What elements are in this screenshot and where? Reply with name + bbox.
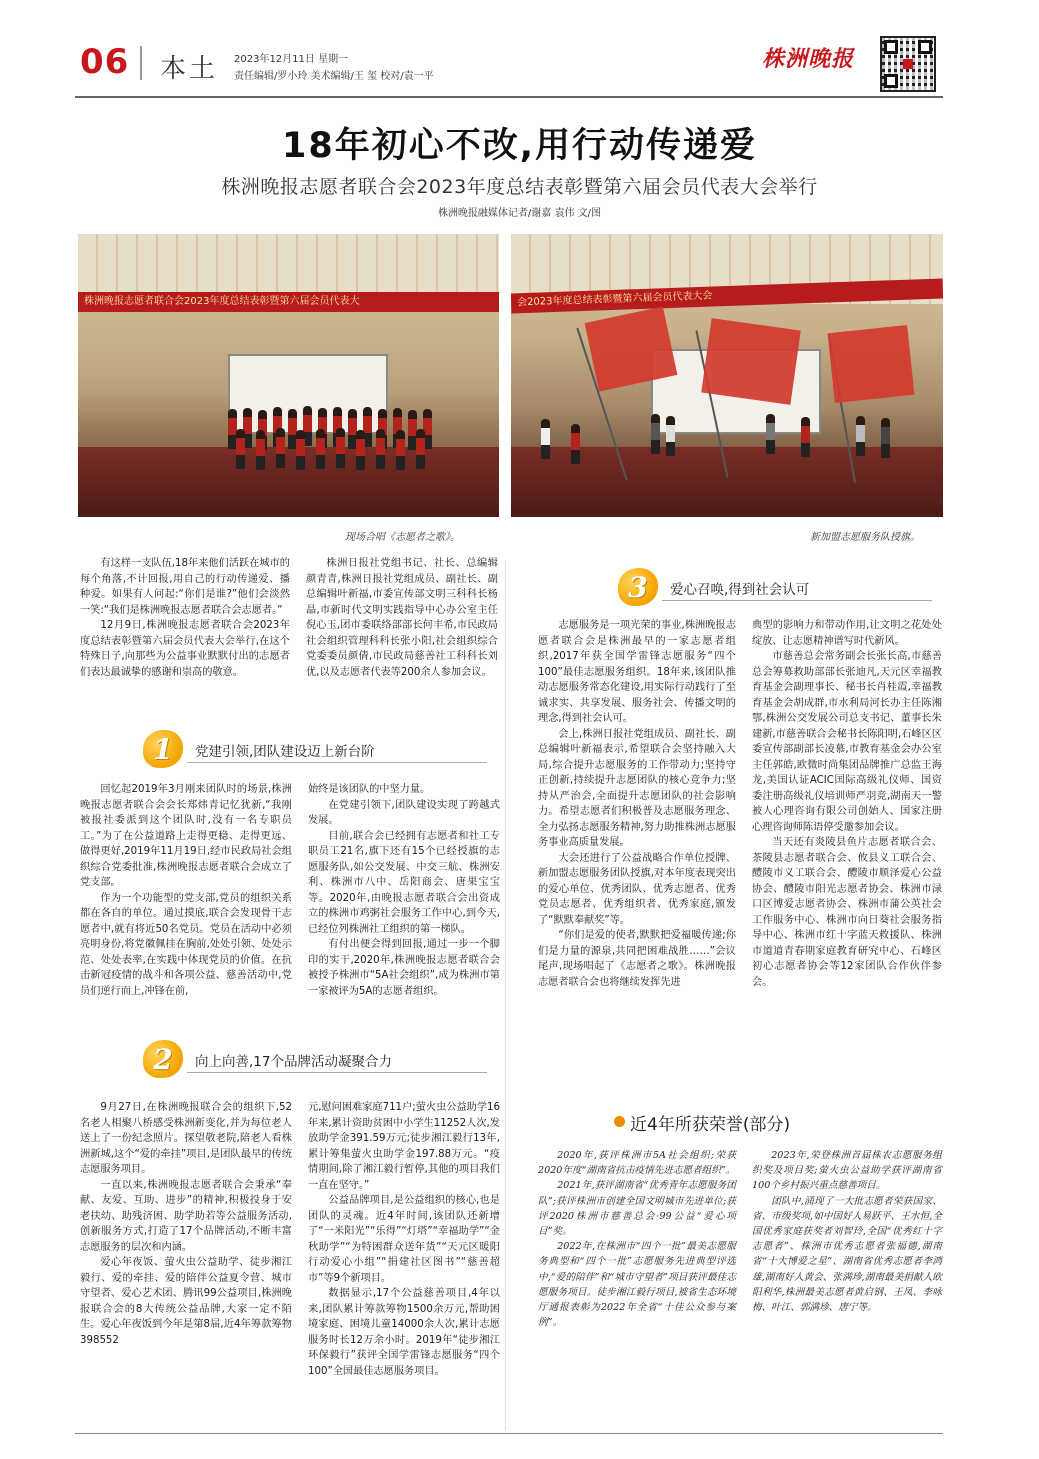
paragraph: 志愿服务是一项光荣的事业,株洲晚报志愿者联合会是株洲最早的一家志愿者组织,2017年获全国学雷锋志愿服务“四个100”最佳志愿服务组织。18年来,该团队推动志愿服务常态化建设,用实际行动践行了至诚求实、共享发展、服务社会、传播文明的理念,得到社会认可。 [538, 620, 736, 724]
section-name: 本土 [160, 54, 219, 84]
paragraph: 2020年,获评株洲市5A社会组织;荣获2020年度“湖南省抗击疫情先进志愿者组织”。 [538, 1150, 736, 1177]
section-title: 党建引领,团队建设迈上新台阶 [195, 744, 375, 760]
photo-banner: 株洲晚报志愿者联合会2023年度总结表彰暨第六届会员代表大 [78, 292, 499, 312]
paragraph: 2022年,在株洲市“四个一批”最美志愿服务典型和“四个一批”志愿服务先进典型评选中,“爱的陪伴”和“城市守望者”项目获评最佳志愿服务项目。徒步湘江毅行项目,被省生态环境厅通报表彰为2022年全省“十佳公众参与案例”。 [538, 1241, 736, 1329]
paragraph: 2021年,获评湖南省“优秀青年志愿服务团队”;获评株洲市创建全国文明城市先进单位;获评2020株洲市慈善总会·99公益“爱心项目”奖。 [538, 1180, 736, 1238]
paragraph: 有这样一支队伍,18年来他们活跃在城市的每个角落,不计回报,用自己的行动传递爱、播种爱。如果有人问起:“你们是谁?”他们会淡然一笑:“我们是株洲晚报志愿者联合会志愿者。” [80, 558, 290, 616]
section-number-badge: 1 [143, 730, 183, 768]
paragraph: 12月9日,株洲晚报志愿者联合会2023年度总结表彰暨第六届会员代表大会举行,在这个特殊日子,向那些为公益事业默默付出的志愿者们表达最诚挚的感谢和崇高的敬意。 [80, 620, 290, 678]
section-3-column-2 [752, 618, 942, 990]
honors-column-1 [538, 1148, 736, 1330]
section-2-column-2 [308, 1100, 500, 1379]
paragraph: 公益品牌项目,是公益组织的核心,也是团队的灵魂。近4年时间,该团队还新增了“一米阳光”“乐得”“灯塔”“幸福助学”“金秋助学”“为特困群众送年货”“天元区暖阳行动爱心小组”“捐建社区图书”“慈善超市”等9个新项目。 [308, 1195, 500, 1284]
newspaper-logo: 株洲晚报 [762, 46, 855, 72]
paragraph: 9月27日,在株洲晚报联合会的组织下,52名老人相聚八桥感受株洲新变化,并为每位老人送上了一份纪念照片。探望敬老院,陪老人看株洲新城,这个“爱的牵挂”项目,是团队最早的传统志愿服务项目。 [80, 1102, 292, 1175]
paragraph: 团队中,涌现了一大批志愿者荣获国家、省、市级奖项,如中国好人易跃平、王水恒,全国优秀家庭获奖者刘智玲,全国“优秀红十字志愿者”、株洲市优秀志愿者张福德,湖南省“十大博爱之星”、湖南省优秀志愿者李鸿雄,湖南好人黄会、张满珍,湖南最美捐献人欧阳利华,株洲最美志愿者黄启钢、王凤、李咏梅、叶江、郭满珍、唐宁等。 [752, 1195, 942, 1314]
header-rule [75, 96, 943, 98]
paragraph: 典型的影响力和带动作用,让文明之花处处绽放、让志愿精神谱写时代新风。 [752, 620, 942, 647]
section-1-column-2 [308, 782, 500, 999]
article-title: 18年初心不改,用行动传递爱 [281, 126, 757, 166]
footer-rule [75, 1433, 943, 1434]
paragraph: 当天还有炎陵县鱼片志愿者联合会、茶陵县志愿者联合会、攸县义工联合会、醴陵市义工联合会、醴陵市顺泽爱心公益协会、醴陵市阳光志愿者协会、株洲市渌口区博爱志愿者协会、株洲市蒲公英社会工作服务中心、株洲市向日葵社会服务指导中心、株洲市红十字蓝天救援队、株洲市道道青春期家庭教育研究中心、石峰区初心志愿者协会等12家团队合作伙伴参会。 [752, 837, 942, 988]
bullet-dot-icon [614, 1116, 625, 1127]
column-divider [505, 560, 506, 1430]
intro-column-2 [306, 556, 498, 680]
article-subtitle: 株洲晚报志愿者联合会2023年度总结表彰暨第六届会员代表大会举行 [221, 176, 818, 198]
section-title: 向上向善,17个品牌活动凝聚合力 [195, 1054, 392, 1070]
photo-caption-right: 新加盟志愿服务队授旗。 [810, 532, 920, 543]
issue-date: 2023年12月11日 星期一 [234, 54, 349, 65]
paragraph: 有付出便会得到回报,通过一步一个脚印的实干,2020年,株洲晚报志愿者联合会被授予株洲市“5A社会组织”,成为株洲市第一家被评为5A的志愿者组织。 [308, 939, 500, 997]
section-3-column-1 [538, 618, 736, 990]
section-number-badge: 2 [143, 1040, 183, 1078]
page-number: 06 [80, 42, 130, 82]
paragraph: 2023年,荣登株洲首届株农志愿服务组织奖及项目奖;萤火虫公益助学获评湖南省100个乡村振兴重点慈善项目。 [752, 1150, 942, 1192]
section-2-column-1 [80, 1100, 292, 1348]
intro-column-1 [80, 556, 290, 680]
paragraph: 在党建引领下,团队建设实现了跨越式发展。 [308, 799, 500, 826]
article-byline: 株洲晚报融媒体记者/谢嘉 袁伟 文/图 [437, 208, 602, 219]
paragraph: 作为一个功能型的党支部,党员的组织关系都在各自的单位。通过摸底,联合会发现骨干志愿者中,就有将近50名党员。党员在活动中必须亮明身份,将党徽佩挂在胸前,处处引领、处处示范、处处表率,在实践中体现党员的价值。在抗击新冠疫情的战斗和各项公益、慈善活动中,党员们逆行而上,冲锋在前, [80, 892, 292, 997]
qr-code-icon [880, 36, 936, 92]
editor-credits: 责任编辑/罗小玲 美术编辑/王 玺 校对/袁一平 [234, 71, 434, 82]
section-1-column-1 [80, 782, 292, 999]
paragraph: 始终是该团队的中坚力量。 [308, 784, 431, 795]
section-3-heading [618, 568, 943, 606]
paragraph: 会上,株洲日报社党组成员、副社长、副总编辑叶新福表示,希望联合会坚持融入大局,综合提升志愿服务的工作带动力;坚持守正创新,持续提升志愿团队的核心竞争力;坚持从严治会,全面提升志愿团队的社会影响力。希望志愿者们积极普及志愿服务理念、全力弘扬志愿服务精神,努力助推株洲志愿服务事业高质量发展。 [538, 728, 736, 848]
paragraph: 一直以来,株洲晚报志愿者联合会秉承“奉献、友爱、互助、进步”的精神,积极投身于安老扶幼、助残济困、助学助若等公益服务活动,创新服务方式,打造了17个品牌活动,不断丰富志愿服务的层次和内涵。 [80, 1179, 292, 1253]
honors-heading: 近4年所获荣誉(部分) [630, 1115, 791, 1135]
photo-banner: 会2023年度总结表彰暨第六届会员代表大会 [511, 278, 943, 313]
header-separator [140, 46, 142, 80]
photo-caption-left: 现场合唱《志愿者之歌》。 [345, 532, 460, 543]
section-2-heading [143, 1040, 498, 1078]
section-number-badge: 3 [618, 568, 658, 606]
paragraph: 目前,联合会已经拥有志愿者和社工专职员工21名,旗下还有15个已经授旗的志愿服务队,如公交发展、中交三航、株洲安利、株洲市八中、岳阳商会、唐果宝宝等。2020年,由晚报志愿者联合会出资成立的株洲市鸡粥社会服务工作中心,到今天,已经位列株洲社工组织的第一梯队。 [308, 830, 500, 935]
honors-column-2 [752, 1148, 942, 1315]
paragraph: “你们是爱的使者,默默把爱福暖传递;你们是力量的源泉,共同把困难战胜……”会议尾声,现场唱起了《志愿者之歌》。株洲晚报志愿者联合会也将继续发挥先进 [538, 930, 736, 988]
photo-flag-ceremony [511, 234, 943, 517]
photo-chorus [78, 234, 499, 517]
paragraph: 株洲日报社党组书记、社长、总编辑颜青青,株洲日报社党组成员、副社长、副总编辑叶新福,市委宣传部文明三科科长杨晶,市新时代文明实践指导中心办公室主任倪心玉,团市委联络部部长何丰希,市民政局社会组织管理科科长张小阳,社会组织综合党委委员颜倩,市民政局慈善社工科科长刘优,以及志愿者代表等200余人参加会议。 [306, 558, 498, 678]
paragraph: 元,慰问困难家庭711户;萤火虫公益助学16年来,累计资助贫困中小学生11252人次,发放助学金391.59万元;徒步湘江毅行13年,累计筹集萤火虫助学金197.88万元。“疫情期间,除了湘江毅行暂停,其他的项目我们一直在坚守。” [308, 1102, 500, 1191]
paragraph: 爱心年夜饭、萤火虫公益助学、徒步湘江毅行、爱的牵挂、爱的陪伴公益夏令营、城市守望者、爱心艺术团、腾讯99公益项目,株洲晚报联合会的8大传统公益品牌,大家一定不陌生。爱心年夜饭到今年是第8届,近4年筹款筹物398552 [80, 1257, 292, 1346]
paragraph: 市慈善总会常务副会长张长高,市慈善总会筹募救助部部长张迪凡,天元区幸福教育基金会副理事长、秘书长肖桂霞,幸福教育基金会胡成群,市水利局河长办主任陈湘鄂,株洲公交发展公司总支书记、董事长朱建新,市慈善联合会秘书长陈阳明,石峰区区委宣传部副部长凌慕,市教育基金会办公室主任郭皓,欧微时尚集团品牌推广总监王海龙,美国认证ACIC国际高级礼仪师、国资委注册高级礼仪培训师严羽竞,湖南天一警被人心理咨询有限公司创始人、国家注册心理咨询师陈语停受邀参加会议。 [752, 651, 942, 833]
paragraph: 回忆起2019年3月刚来团队时的场景,株洲晚报志愿者联合会会长郑炜青记忆犹新,“我刚被报社委派到这个团队时,没有一名专职员工。”为了在公益道路上走得更稳、走得更远、做得更好,2019年11月19日,经市民政局社会组织综合党委批准,株洲晚报志愿者联合会成立了党支部。 [80, 784, 292, 888]
section-1-heading [143, 730, 498, 768]
paragraph: 大会还进行了公益战略合作单位授牌、新加盟志愿服务团队授旗,对本年度表现突出的爱心单位、优秀团队、优秀志愿者、优秀党员志愿者、优秀组织者、优秀家庭,颁发了“默默奉献奖”等。 [538, 852, 736, 926]
section-title: 爱心召唤,得到社会认可 [670, 582, 810, 598]
paragraph: 数据显示,17个公益慈善项目,4年以来,团队累计筹款筹物1500余万元,帮助困境家庭、困境儿童14000余人次,累计志愿服务时长12万余小时。2019年“徒步湘江环保毅行”获评全国学雷锋志愿服务“四个100”全国最佳志愿服务项目。 [308, 1288, 500, 1377]
